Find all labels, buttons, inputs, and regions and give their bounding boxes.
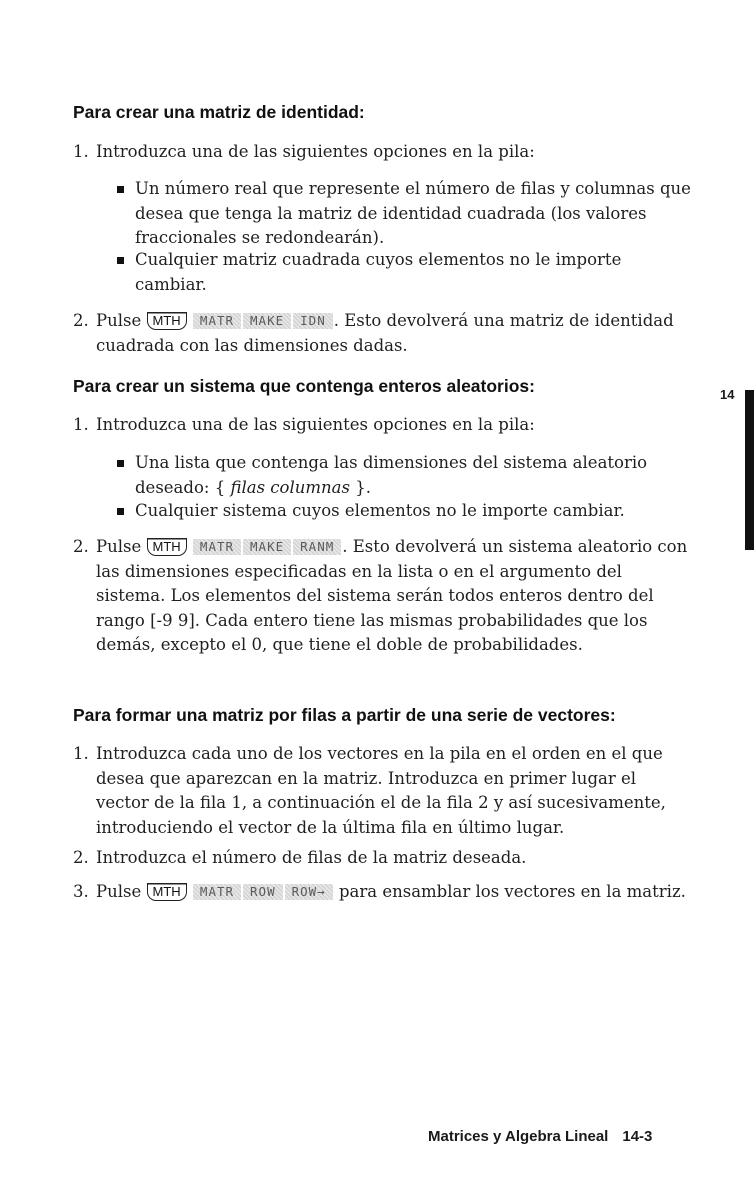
step-3: 3. Pulse MTH MATR ROW ROW→ para ensamblar los vectores en la matriz. [73, 882, 686, 901]
menu-key-make: MAKE [243, 313, 291, 329]
list-item: Cualquier sistema cuyos elementos no le importe cambiar. [117, 499, 697, 524]
bullet-icon [117, 186, 124, 193]
mth-key: MTH [147, 538, 187, 556]
menu-key-row: ROW [243, 884, 283, 900]
bullet-icon [117, 508, 124, 515]
list-item: Un número real que represente el número de filas y columnas que desea que tenga la matriz de identidad cuadrada (los valores fraccionales se redondearán). [117, 177, 697, 251]
menu-key-matr: MATR [193, 313, 241, 329]
step-1: 1. Introduzca cada uno de los vectores en la pila en el orden en el que desea que aparezcan en la matriz. Introduzca en primer lugar el vector de la fila 1, a continuación el de la fila 2 y así sucesivamente, introduciendo el vector de la última fila en último lugar. [73, 744, 666, 837]
menu-key-row-arrow: ROW→ [285, 884, 333, 900]
section-heading-rows: Para formar una matriz por filas a partir de una serie de vectores: [73, 705, 616, 725]
step-1: 1. Introduzca una de las siguientes opciones en la pila: [73, 142, 535, 161]
mth-key: MTH [147, 312, 187, 330]
menu-key-matr: MATR [193, 539, 241, 555]
section-heading-random: Para crear un sistema que contenga enteros aleatorios: [73, 376, 535, 396]
chapter-tab-number: 14 [720, 387, 735, 402]
menu-key-matr: MATR [193, 884, 241, 900]
page-footer [428, 1128, 652, 1145]
footer-title: Matrices y Algebra Lineal [428, 1128, 609, 1145]
chapter-tab-bar [745, 390, 754, 550]
list-item: Cualquier matriz cuadrada cuyos elementos no le importe cambiar. [117, 248, 697, 297]
step-2: 2. Introduzca el número de filas de la matriz deseada. [73, 848, 527, 867]
list-item: Una lista que contenga las dimensiones del sistema aleatorio deseado: { filas columnas }. [117, 451, 697, 500]
mth-key: MTH [147, 883, 187, 901]
bullet-icon [117, 460, 124, 467]
step-1: 1. Introduzca una de las siguientes opciones en la pila: [73, 415, 535, 434]
page-number: 14-3 [622, 1128, 653, 1145]
menu-key-idn: IDN [293, 313, 333, 329]
step-2: 2. Pulse MTH MATR MAKE RANM . Esto devolverá un sistema aleatorio con las dimensiones especificadas en la lista o en el argumento del sistema. Los elementos del sistema serán todos enteros dentro del rango [-9 9]. Cada entero tiene las mismas probabilidades que los demás, excepto el 0, que tiene el doble de probabilidades. [73, 537, 688, 654]
step-2: 2. Pulse MTH MATR MAKE IDN . Esto devolverá una matriz de identidad cuadrada con las dimensiones dadas. [73, 311, 674, 355]
menu-key-make: MAKE [243, 539, 291, 555]
section-heading-identity: Para crear una matriz de identidad: [73, 102, 365, 122]
bullet-icon [117, 257, 124, 264]
menu-key-ranm: RANM [293, 539, 341, 555]
